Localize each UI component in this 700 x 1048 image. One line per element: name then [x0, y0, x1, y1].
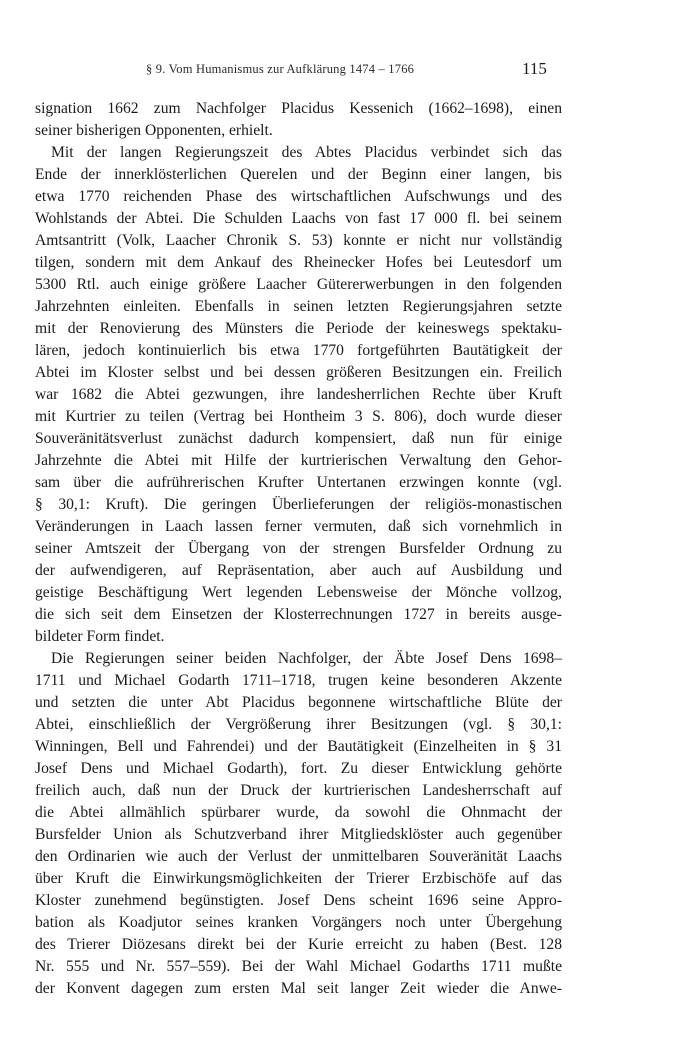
text-line: Kloster zunehmend begünstigten. Josef Dens scheint 1696 seine Appro- — [35, 892, 562, 909]
text-line: seiner bisherigen Opponenten, erhielt. — [35, 122, 273, 139]
text-line: seiner Amtszeit der Übergang von der strengen Bursfelder Ordnung zu — [35, 540, 562, 557]
running-header-title: § 9. Vom Humanismus zur Aufklärung 1474 – 1766 — [146, 62, 415, 76]
text-line: Jahrzehnte die Abtei mit Hilfe der kurtrierischen Verwaltung den Gehor- — [35, 452, 562, 469]
text-line: Wohlstands der Abtei. Die Schulden Laachs von fast 17 000 fl. bei seinem — [35, 210, 562, 227]
text-line: der Konvent dagegen zum ersten Mal seit langer Zeit wieder die Anwe- — [35, 980, 562, 997]
text-line: die Abtei allmählich spürbarer wurde, da sowohl die Ohnmacht der — [35, 804, 562, 821]
text-line: freilich auch, daß nun der Druck der kurtrierischen Landesherrschaft auf — [35, 782, 562, 799]
text-line: sam über die aufrührerischen Krufter Untertanen erzwingen konnte (vgl. — [35, 474, 562, 491]
text-line: § 30,1: Kruft). Die geringen Überlieferungen der religiös-monastischen — [35, 496, 562, 513]
text-line: des Trierer Diözesans direkt bei der Kurie erreicht zu haben (Best. 128 — [35, 936, 562, 953]
text-line: Amtsantritt (Volk, Laacher Chronik S. 53) konnte er nicht nur vollständig — [35, 232, 562, 249]
text-line: Ende der innerklösterlichen Querelen und der Beginn einer langen, bis — [35, 166, 562, 183]
text-line: Mit der langen Regierungszeit des Abtes Placidus verbindet sich das — [51, 144, 562, 161]
text-line: tilgen, sondern mit dem Ankauf des Rheinecker Hofes bei Leutesdorf um — [35, 254, 562, 271]
text-line: der aufwendigeren, auf Repräsentation, aber auch auf Ausbildung und — [35, 562, 562, 579]
text-line: mit Kurtrier zu teilen (Vertrag bei Hontheim 3 S. 806), doch wurde dieser — [35, 408, 562, 425]
text-line: und setzten die unter Abt Placidus begonnene wirtschaftliche Blüte der — [35, 694, 562, 711]
page-number: 115 — [522, 59, 547, 78]
text-line: geistige Beschäftigung Wert legenden Lebensweise der Mönche vollzog, — [35, 584, 562, 601]
text-line: Nr. 555 und Nr. 557–559). Bei der Wahl Michael Godarths 1711 mußte — [35, 958, 562, 975]
text-line: war 1682 die Abtei gezwungen, ihre landesherrlichen Rechte über Kruft — [35, 386, 562, 403]
text-line: Die Regierungen seiner beiden Nachfolger, der Äbte Josef Dens 1698– — [51, 650, 562, 667]
text-line: Bursfelder Union als Schutzverband ihrer Mitgliedsklöster auch gegenüber — [35, 826, 562, 843]
text-line: signation 1662 zum Nachfolger Placidus Kessenich (1662–1698), einen — [35, 100, 562, 117]
text-line: etwa 1770 reichenden Phase des wirtschaftlichen Aufschwungs und des — [35, 188, 562, 205]
text-line: Winningen, Bell und Fahrendei) und der Bautätigkeit (Einzelheiten in § 31 — [35, 738, 562, 755]
text-line: 5300 Rtl. auch einige größere Laacher Gütererwerbungen in den folgenden — [35, 276, 562, 293]
text-line: Josef Dens und Michael Godarth), fort. Zu dieser Entwicklung gehörte — [35, 760, 562, 777]
text-line: Jahrzehnten einleiten. Ebenfalls in seinen letzten Regierungsjahren setzte — [35, 298, 562, 315]
text-line: über Kruft die Einwirkungsmöglichkeiten der Trierer Erzbischöfe auf das — [35, 870, 562, 887]
text-line: 1711 und Michael Godarth 1711–1718, trugen keine besonderen Akzente — [35, 672, 562, 689]
text-line: bildeter Form findet. — [35, 628, 165, 645]
text-line: mit der Renovierung des Münsters die Periode der keineswegs spektaku- — [35, 320, 562, 337]
text-line: Souveränitätsverlust zunächst dadurch kompensiert, daß nun für einige — [35, 430, 562, 447]
body-text — [35, 98, 562, 1000]
text-line: den Ordinarien wie auch der Verlust der unmittelbaren Souveränität Laachs — [35, 848, 562, 865]
text-line: Abtei im Kloster selbst und bei dessen größeren Besitzungen ein. Freilich — [35, 364, 562, 381]
text-line: bation als Koadjutor seines kranken Vorgängers noch unter Übergehung — [35, 914, 562, 931]
text-line: Veränderungen in Laach lassen ferner vermuten, daß sich vornehmlich in — [35, 518, 562, 535]
text-line: Abtei, einschließlich der Vergrößerung ihrer Besitzungen (vgl. § 30,1: — [35, 716, 562, 733]
text-line: lären, jedoch kontinuierlich bis etwa 1770 fortgeführten Bautätigkeit der — [35, 342, 562, 359]
text-line: die sich seit dem Einsetzen der Klosterrechnungen 1727 in bereits ausge- — [35, 606, 562, 623]
